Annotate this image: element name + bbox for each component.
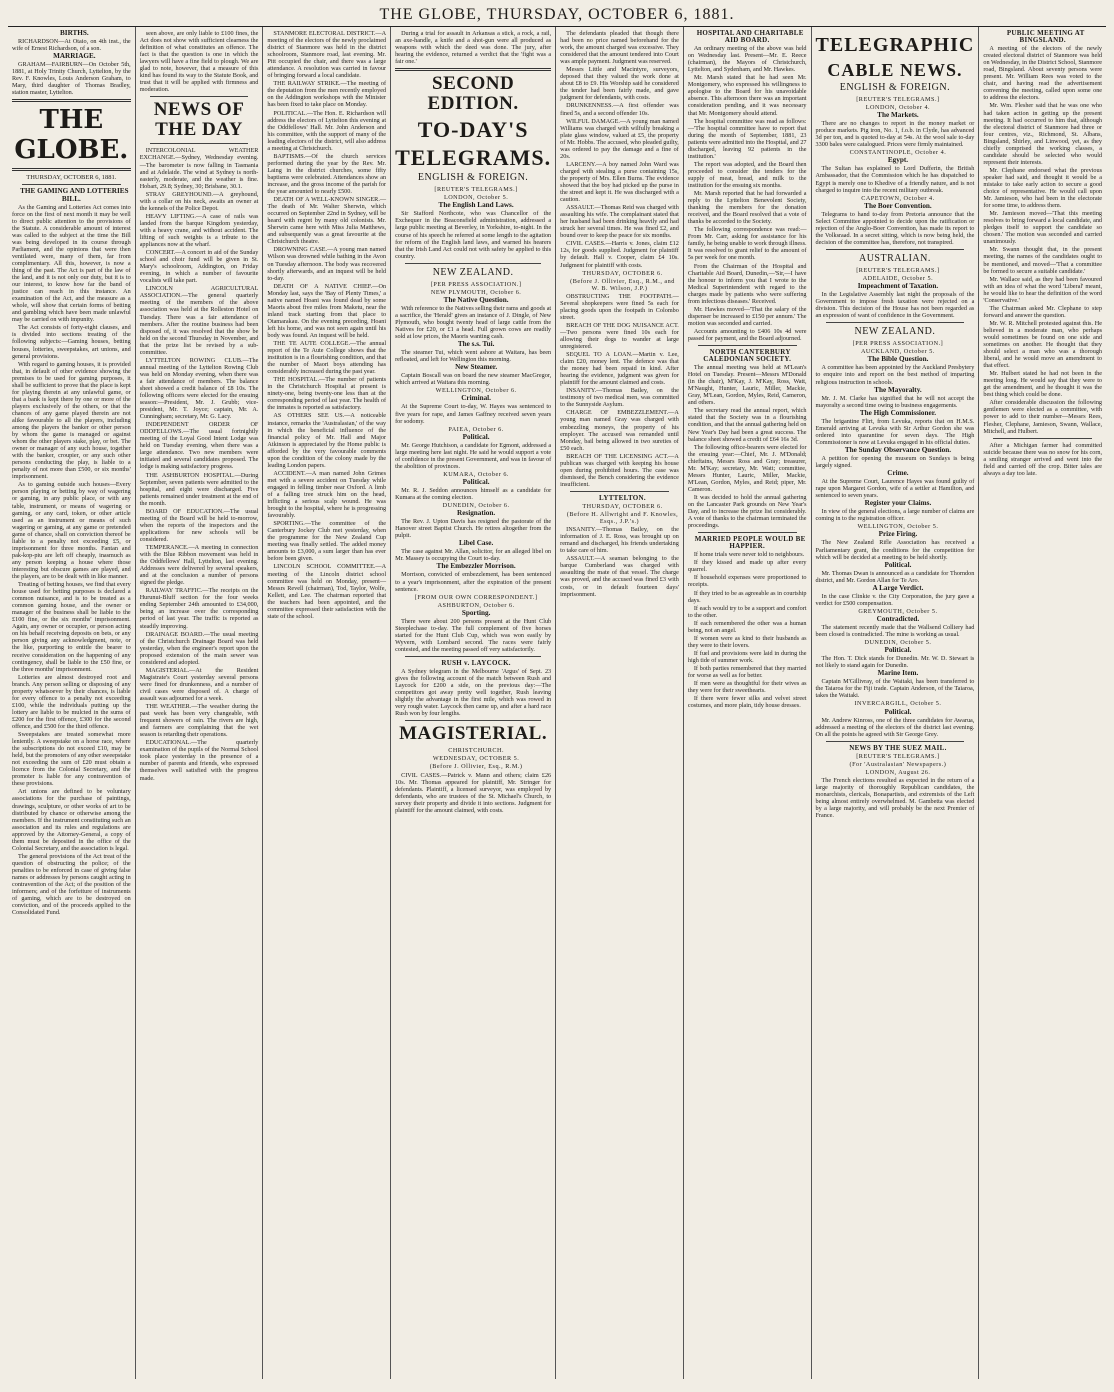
news-item: OBSTRUCTING THE FOOTPATH.—Several shopkeepers were fined 5s each for placing goods upon the footpath in Colombo street.	[560, 292, 679, 321]
new-zealand-heading: NEW ZEALAND.	[432, 266, 514, 278]
news-item: With reference to the Natives selling their rams and goods at a sacrifice, the 'Herald' gives an instance of J. Dingle, of New Plymouth, who bought twenty head of large cattle from the Natives for £20, or £1 a head. Full grown cows are readily sold at low prices, the Maoris wanting cash.	[395, 304, 552, 341]
court-date: THURSDAY, OCTOBER 6.	[582, 503, 663, 510]
news-item: Mr. George Hutchison, a candidate for Egmont, addressed a large meeting here last night. He said he would support a vote of confidence in the present Government, and was in favour of the abolition of provinces.	[395, 441, 552, 470]
list-item: If they kissed and made up after every quarrel.	[687, 559, 807, 574]
section-heading: HOSPITAL AND CHARITABLE AID BOARD.	[696, 29, 804, 45]
dateline: AUCKLAND, October 5.	[860, 348, 935, 356]
item-heading: Libel Case.	[458, 539, 494, 548]
newspaper-page	[8, 4, 1106, 1384]
dateline: WELLINGTON, October 6.	[435, 387, 517, 395]
news-item: MAGISTERIAL.—At the Resident Magistrate's Court yesterday several persons were fined for drunkenness, and a number of civil cases were disposed of. A charge of assault was adjourned for a week.	[139, 666, 259, 702]
item-heading: The Markets.	[877, 111, 919, 120]
item-heading: Crime.	[887, 469, 909, 478]
telegraphic-heading: TELEGRAPHIC	[815, 34, 975, 56]
news-item: LINCOLN SCHOOL COMMITTEE.—A meeting of the Lincoln district school committee was held on Monday, present—Messrs Revell (chairman), Tod, Taylor, Wolfe, Kellett, and Lee. The chairman reported that the teachers had been appointed, and the committee expressed their satisfaction with the state of the school.	[267, 563, 387, 620]
item-heading: Resignation.	[457, 509, 496, 518]
item-heading: A Large Verdict.	[872, 583, 924, 592]
article-paragraph: Sweepstakes are treated somewhat more leniently. A sweepstake on a horse race, where the subscriptions do not exceed £10, may be held, but the promoters of any other sweepstake not exceeding the sum of £20 must obtain a licence from the Colonial Secretary, and the promoter is liable for any contravention of these provisions.	[12, 731, 131, 788]
news-item: INSANITY.—Thomas Bailey, on the information of J. E. Ross, was brought up on remand and discharged, his friends undertaking to take care of him.	[560, 526, 679, 555]
divider	[150, 143, 249, 144]
dateline: LONDON, October 4.	[865, 104, 931, 112]
news-item: EDUCATIONAL.—The quarterly examination of the pupils of the Normal School took place yesterday in the presence of a number of parents and friends, who expressed themselves well satisfied with the progress made.	[139, 739, 259, 782]
item-heading: Political.	[462, 477, 490, 486]
column-1	[8, 27, 136, 1379]
news-item: A committee has been appointed by the Auckland Presbytery to enquire into and report on the best method of imparting religious instruction in schools.	[815, 364, 975, 386]
dateline: CAPETOWN, October 4.	[861, 194, 935, 202]
masthead: THE GLOBE, THURSDAY, OCTOBER 6, 1881.	[8, 4, 1106, 27]
news-item: In view of the general elections, a large number of claims are coming in to the registration officer.	[815, 508, 975, 523]
news-item: During a trial for assault in Arkansas a stick, a rock, a rail, an axe-handle, a knife and a shot-gun were all produced as weapons with which the deed was done. The jury, after hearing the evidence, returned a verdict that the 'fight was a fair one.'	[395, 30, 552, 66]
news-item: TEMPERANCE.—A meeting in connection with the Blue Ribbon movement was held in the Oddfellows' Hall, Lyttelton, last evening. Addresses were delivered by several speakers, and at the conclusion a number of persons signed the pledge.	[139, 544, 259, 587]
news-item: Captain Boscall was on board the new steamer MacGregor, which arrived at Waitara this morning.	[395, 372, 552, 387]
news-item: Captain M'Gillivray, of the Waitaki, has been transferred to the Taiaroa for the Fiji trade. Captain Anderson, of the Taiaroa, takes the Waitaki.	[815, 678, 975, 700]
press-association-line: [PER PRESS ASSOCIATION.]	[852, 340, 944, 348]
item-heading: Egypt.	[887, 156, 909, 165]
dateline: GREYMOUTH, October 5.	[858, 607, 938, 615]
news-item: The brigantine Flirt, from Levuka, reports that on H.M.S. Emerald arriving at Levuka with Sir Arthur Gordon she was ordered into quarantine for seven days. The High Commissioner is now at Levuka engaged in his official duties.	[815, 417, 975, 446]
lead-article-heading: THE GAMING AND LOTTERIES BILL.	[20, 187, 129, 203]
news-item: CONCERT.—A concert in aid of the Sunday school and choir fund will be given in St. Mary's schoolroom, Addington, on Friday evening, in which a number of favourite vocalists will take part.	[139, 249, 259, 285]
news-item: Telegrams to hand to-day from Pretoria announce that the Select Committee appointed to decide upon the ratification or rejection of the Anglo-Boer Convention, has made its report to the Volksraad. In a secret sitting, which is now being held, the decision of the committee has, therefore, not transpired.	[815, 210, 975, 246]
news-item: The French elections resulted as expected in the return of a large majority of thoroughly Republican candidates, the monarchists, clericals, Bonapartists, and extremists of the Left being almost entirely overwhelmed. M. Gambetta was elected by a large majority, and will probably be the next Premier of France.	[815, 776, 975, 820]
reuter-line: [REUTER'S TELEGRAMS.]	[856, 752, 940, 760]
news-item: LARCENY.—A boy named John Ward was charged with stealing a purse containing 15s, the property of Mrs. Ellen Burns. The evidence showed that the boy had picked up the purse in the street and kept it. He was discharged with a caution.	[560, 160, 679, 204]
list-item: If men were as thoughtful for their wives as they were for their sweethearts.	[687, 680, 807, 695]
news-item: HEAVY LIFTING.—A case of rails was landed from the barque Kingdom yesterday, with a heavy crane, and without accident. The lifting of such weights is a tribute to the appliances now at the wharf.	[139, 212, 259, 249]
news-item: Mr. Jamieson moved—'That this meeting resolves to bring forward a local candidate, and pledges itself to support the candidate so chosen.' The motion was seconded and carried unanimously.	[983, 210, 1103, 246]
news-item: CIVIL CASES.—Harris v. Jones, claim £12 12s, for goods supplied. Judgment for plaintiff by default. Hall v. Cooper, claim £4 10s. Judgment for plaintiff with costs.	[560, 240, 679, 269]
item-heading: Political.	[884, 646, 912, 655]
news-item: From the Chairman of the Hospital and Charitable Aid Board, Dunedin,—'Sir,—I have the honour to inform you that I wrote to the Medical Superintendent with regard to the charges made by patients who were suffering from infectious diseases.' Received.	[687, 262, 807, 305]
list-item: If each remembered the other was a human being, not an angel.	[687, 619, 807, 634]
dateline: CONSTANTINOPLE, October 4.	[849, 149, 947, 157]
court-location: LYTTELTON.	[599, 493, 646, 502]
column-5	[556, 27, 684, 1379]
news-item: In the case Clinkie v. the City Corporation, the jury gave a verdict for £500 compensation.	[815, 592, 975, 607]
news-item: After considerable discussion the following gentlemen were elected as a committee, with power to add to their number—Messrs Rees, Flesher, Clephane, Jamieson, Swann, Wallace, Mitchell, and Hulbert.	[983, 399, 1103, 435]
news-item: STRAY GREYHOUND.—A greyhound, with a collar on his neck, awaits an owner at the kennels of the Police Depot.	[139, 190, 259, 212]
news-item: BAPTISMS.—Of the church services performed during the year by the Rev. Mr. Laing in the district churches, some fifty baptisms were celebrated. Attendances show an increase, and the gross income of the parish for the year amounted to nearly £500.	[267, 152, 387, 196]
news-item: Mr. Swann thought that, in the present meeting, the names of the candidates ought to be mentioned, and moved—'That a committee be formed to secure a suitable candidate.'	[983, 246, 1103, 275]
item-heading: The Bible Question.	[867, 355, 929, 364]
news-item: SEQUEL TO A LOAN.—Martin v. Lee, claim £20, money lent. The defence was that the money had been repaid in kind. After hearing the evidence, judgment was given for plaintiff for the amount claimed and costs.	[560, 351, 679, 387]
news-item: Accounts amounting to £406 10s 4d were passed for payment, and the Board adjourned.	[687, 327, 807, 342]
news-item: Morrison, convicted of embezzlement, has been sentenced to a year's imprisonment, after the expiration of the present sentence.	[395, 571, 552, 593]
news-item: ASSAULT.—Thomas Reid was charged with assaulting his wife. The complainant stated that her husband had been drinking heavily and had struck her several times. He was fined £2, and bound over to keep the peace for six months.	[560, 204, 679, 240]
article-paragraph: seen above, are only liable to £100 fines, the Act does not show with sufficient clearness the definition of what constitutes an offence. The fact is that the question is one in which the lawyers will have a fine field to plough. We are glad to note, however, that a measure of this kind has found its way to the Statute Book, and trust that it will be applied with firmness and moderation.	[139, 30, 259, 94]
news-item: A meeting of the electors of the newly created electoral district of Stanmore was held on Wednesday, in the District School, Stanmore road, Bingsland. About seventy persons were present. Mr. William Rees was voted to the chair, and having read the advertisement convening the meeting, called upon some one to address the electors.	[983, 45, 1103, 102]
news-item: The report was adopted, and the Board then proceeded to consider the tenders for the supply of meat, bread, and milk to the institution for the ensuing six months.	[687, 160, 807, 189]
dateline: INVERCARGILL, October 5.	[854, 700, 942, 708]
news-item: INTERCOLONIAL WEATHER EXCHANGE.—Sydney, Wednesday evening.—The barometer is now falling in Tasmania and at Adelaide. The wind at Sydney is north-easterly, moderate, and the weather is fine. Hobart, 29.8; Sydney, 30; Brisbane, 30.1.	[139, 147, 259, 190]
article-paragraph: The Act consists of forty-eight clauses, and is divided into sections treating of the following subjects:—Gaming houses, betting houses, lotteries, sweepstakes, art unions, and general provisions.	[12, 324, 131, 360]
english-foreign-heading: ENGLISH & FOREIGN.	[417, 172, 529, 184]
divider	[22, 184, 121, 185]
court-date: WEDNESDAY, OCTOBER 5.	[432, 755, 520, 763]
news-item: Mr. R. J. Seddon announces himself as a candidate for Kumara at the coming election.	[395, 486, 552, 502]
news-item: An ordinary meeting of the above was held on Wednesday last. Present—Mr. E. Reece (chairman), the Mayors of Christchurch, Lyttelton, and Sydenham, and Mr. Hawkes.	[687, 45, 807, 74]
article-paragraph: As to gaming outside such houses—Every person playing or betting by way of wagering or gaming, in any public place, or with any table, instrument, or means of wagering or gaming, or any card, token, or other article used as an instrument or means of such wagering or gaming, at any game or pretended game of chance, shall on conviction thereof be liable to a penalty not exceeding £5, or imprisonment for three months. Fantan and pak-kop-piu are left off cheaply, inasmuch as any person keeping a house where those interesting but obscure games are played, and the players, are to be dealt with in like manner.	[12, 481, 131, 580]
news-item: THE ASHBURTON HOSPITAL.—During September, seven patients were admitted to the hospital, and eight were discharged. Five patients remained under treatment at the end of the month.	[139, 471, 259, 507]
news-item: THE HOSPITAL.—The number of patients in the Christchurch Hospital at present is ninety-one, being twenty-one less than at the corresponding period of last year. The health of the inmates is reported as satisfactory.	[267, 376, 387, 412]
news-item: In the Legislative Assembly last night the proposals of the Government to impose fresh taxation were rejected on a division. This decision of the House has not been regarded as an expression of want of confidence in the Government.	[815, 291, 975, 320]
list-item: If both parties remembered that they married for worse as well as for better.	[687, 664, 807, 680]
list-item: If household expenses were proportioned to receipts.	[687, 574, 807, 589]
news-item: BREACH OF THE DOG NUISANCE ACT.—Two persons were fined 10s each for allowing their dogs to wander at large unregistered.	[560, 321, 679, 351]
article-paragraph: Art unions are defined to be voluntary associations for the purchase of paintings, drawings, sculpture, or other works of art to be distributed by chance or otherwise among the members. If the instrument constituting such an association and its rules and regulations are approved by the Attorney-General, a copy of them must be deposited in the office of the Colonial Secretary, and the association is legal.	[12, 788, 131, 852]
dateline: KUMARA, October 6.	[443, 470, 509, 478]
court-bench: (Before J. Ollivier, Esq., R.M., and W. B. Wilson, J.P.)	[570, 277, 675, 292]
item-heading: The Sunday Observance Question.	[844, 445, 952, 454]
news-item: Mr. Wm. Flesher said that he was one who had taken action in getting up the present meeting. It had occurred to him that, although the electoral district of Stanmore had three or four centres, viz., Richmond, St. Albans, Bingsland, Shirley, and Linwood, yet, as they chiefly comprised the working classes, a candidate should be selected who would represent their interests.	[983, 102, 1103, 166]
item-heading: Prize Firing.	[878, 530, 918, 539]
list-item: If each would try to be a support and comfort to the other.	[687, 604, 807, 619]
column-4	[391, 27, 556, 1379]
news-item: CHARGE OF EMBEZZLEMENT.—A young man named Gray was charged with embezzling moneys, the property of his employer. The accused was remanded until Monday, bail being allowed in two sureties of £50 each.	[560, 409, 679, 452]
news-item: BREACH OF THE LICENSING ACT.—A publican was charged with keeping his house open during prohibited hours. The case was dismissed, the Bench considering the evidence insufficient.	[560, 452, 679, 488]
news-item: DRUNKENNESS.—A first offender was fined 5s, and a second offender 10s.	[560, 102, 679, 117]
item-heading: The Embezzler Morrison.	[436, 562, 516, 571]
column-2	[136, 27, 264, 1379]
press-association-line: [PER PRESS ASSOCIATION.]	[430, 280, 522, 288]
news-item: The statement recently made that the Wallsend Colliery had been closed is contradicted. The mine is working as usual.	[815, 624, 975, 639]
date-line: THURSDAY, OCTOBER 6, 1881.	[26, 174, 117, 182]
section-heading: MARRIED PEOPLE WOULD BE HAPPIER.	[694, 535, 806, 551]
court-location: CHRISTCHURCH.	[448, 747, 505, 755]
article-paragraph: The general provisions of the Act treat of the question of obstructing the police; of the penalties to be enforced in case of giving false names or addresses by persons caught acting in contravention of the Act; of the position of the informers; and of the forfeiture of instruments of gaming, which are to be destroyed on conviction, and of the proceeds applied to the Consolidated Fund.	[12, 852, 131, 917]
news-item: Mr. Hawkes moved—'That the salary of the dispenser be increased to £150 per annum.' The motion was seconded and carried.	[687, 305, 807, 327]
news-item: INDEPENDENT ORDER OF ODDFELLOWS.—The usual fortnightly meeting of the Loyal Good Intent Lodge was held on Tuesday evening, when there was a large attendance. Two new members were initiated and several candidates proposed. The lodge is making satisfactory progress.	[139, 421, 259, 471]
news-item: LINCOLN AGRICULTURAL ASSOCIATION.—The general quarterly meeting of the members of the above association was held at the Rolleston Hotel on Tuesday. There was a fair attendance of members. After the routine business had been disposed of, it was resolved that the show be held on the second Thursday in November, and that the prize list be revised by a sub-committee.	[139, 285, 259, 356]
telegrams-heading: TELEGRAMS.	[395, 145, 552, 171]
news-item: Mr. Thomas Dwan is announced as a candidate for Thorndon district, and Mr. Gordon Allan for Te Aro.	[815, 569, 975, 584]
item-heading: Sporting.	[461, 608, 491, 617]
correspondent-line: [FROM OUR OWN CORRESPONDENT.]	[414, 593, 538, 601]
divider	[826, 249, 965, 250]
divider	[826, 741, 965, 742]
item-heading: The Mayoralty.	[874, 385, 922, 394]
news-item: The Rev. J. Upton Davis has resigned the pastorate of the Hanover street Baptist Church. He retires altogether from the pulpit.	[395, 518, 552, 540]
court-bench: (Before J. Ollivier, Esq., R.M.)	[429, 763, 523, 771]
news-item: LYTTELTON ROWING CLUB.—The annual meeting of the Lyttelton Rowing Club was held on Monday evening, when there was a fair attendance of members. The balance sheet showed a credit balance of £8 10s. The following officers were elected for the ensuing season:—President, Mr. J. Grubb; vice-president, Mr. T. Joyce; captain, Mr. A. Cunningham; secretary, Mr. G. Lacy.	[139, 356, 259, 421]
news-item: SPORTING.—The committee of the Canterbury Jockey Club met yesterday, when the programme for the New Zealand Cup meeting was finally settled. The added money amounts to £3,000, a sum larger than has ever before been given.	[267, 520, 387, 563]
news-item: Mr. Andrew Kinross, one of the three candidates for Awarua, addressed a meeting of the electors of the district last evening. On all the points he agreed with Sir George Grey.	[815, 716, 975, 738]
item-heading: Impeachment of Taxation.	[857, 282, 939, 291]
news-item: The Hon. T. Dick stands for Dunedin. Mr. W. D. Stewart is not likely to stand again for Dunedin.	[815, 655, 975, 670]
dateline: WELLINGTON, October 5.	[857, 523, 939, 531]
news-item: A petition for opening the museum on Sundays is being largely signed.	[815, 454, 975, 470]
item-heading: Political.	[462, 432, 490, 441]
news-item: STANMORE ELECTORAL DISTRICT.—A meeting of the electors of the newly proclaimed district of Stanmore was held in the district schoolroom, Stanmore road, last evening. Mr. Pitt occupied the chair, and there was a large attendance. A resolution was carried in favour of bringing forward a local candidate.	[267, 30, 387, 80]
article-paragraph: As the Gaming and Lotteries Act comes into force on the first of next month it may be well to direct public attention to the provisions of the Statute. A considerable amount of interest was called to the subject at the time the Bill was being developed in its course through Parliament, and the opinions that were then ventilated were, many of them, far from complimentary. All this, however, is now a thing of the past. The Act is part of the law of the land, and it is not only our duty, but it is to our interest, to know how far the band of justice can reach in this instance. An examination of the Act, and the measure as a whole, will show that certain forms of betting and gambling which have been made unlawful may be carried on with impunity.	[12, 203, 131, 324]
divider	[395, 68, 551, 71]
list-item: If women were as kind to their husbands as they were to their lovers.	[687, 634, 807, 649]
reuter-line: [REUTER'S TELEGRAMS.]	[856, 266, 940, 274]
column-8	[979, 27, 1106, 1379]
divider	[570, 491, 669, 492]
divider	[12, 168, 131, 171]
column-6	[684, 27, 812, 1379]
news-item: DEATH OF A NATIVE CHIEF.—On Monday last, says the 'Bay of Plenty Times,' a native named Hoani was found dead by some Maoris about five miles from Maketu, near the inland track starting from that place to Otamarakau. On the evening preceding, Hoani left his home, and was not seen again until his body was found. An inquest will be held.	[267, 282, 387, 339]
dateline: ASHBURTON, October 6.	[437, 601, 515, 609]
australian-heading: AUSTRALIAN.	[858, 252, 931, 264]
news-item: Messrs Little and Macintyre, surveyors, deposed that they valued the work done at about £8 to £9. His Worship said he considered the tender had been fairly made, and gave judgment for defendants, with costs.	[560, 66, 679, 102]
news-item: DRAINAGE BOARD.—The usual meeting of the Christchurch Drainage Board was held yesterday, when the engineer's report upon the proposed extension of the main sewer was considered and adopted.	[139, 630, 259, 666]
divider	[826, 322, 965, 323]
news-item: RAILWAY TRAFFIC.—The receipts on the Hurunui-Bluff section for the four weeks ending September 24th amounted to £34,000, being an increase over the corresponding period of last year. The traffic is reported as steadily improving.	[139, 587, 259, 630]
news-item: Mr. Wallace said, as they had been favoured with an idea of what the word 'Liberal' meant, he would like to hear the definition of the word 'Conservative.'	[983, 275, 1103, 304]
section-heading: RUSH v. LAYCOCK.	[441, 659, 511, 667]
news-item: DROWNING CASE.—A young man named Wilson was drowned while bathing in the Avon on Tuesday afternoon. The body was recovered shortly afterwards, and an inquest will be held to-day.	[267, 246, 387, 282]
news-item: CIVIL CASES.—Patrick v. Mann and others; claim £26 10s. Mr. Thomas appeared for plaintiff, Mr. Stringer for defendants. Plaintiff, a licensed surveyor, was employed by defendants, who are trustees of the St. Michael's Church, to survey their property and divide it into sections. Judgment for plaintiff for the amount claimed, with costs.	[395, 771, 552, 814]
news-item: At the Supreme Court to-day, W. Hayes was sentenced to five years for rape, and James Gaffney received seven years for sodomy.	[395, 403, 552, 425]
news-item: Mr. Marsh stated that he had seen Mr. Montgomery, who expressed his willingness to apologise to the Board for his unavoidable absence. This afternoon there was an important consideration pending, and it was necessary that Mr. Montgomery should attend.	[687, 74, 807, 117]
dateline: ADELAIDE, October 5.	[862, 274, 934, 282]
marriage-text: GRAHAM—FAIRBURN—On October 5th, 1881, at Holy Trinity Church, Lyttelton, by the Rev. F. Knowles, Louis Anderson Graham, to Mary, third daughter of Thomas Bradley, station master, Lyttelton.	[12, 61, 131, 97]
list-item: If there were fewer silks and velvet street costumes, and more plain, tidy house dresses.	[687, 695, 807, 710]
divider	[405, 656, 541, 657]
news-item: The following correspondence was read:—From Mr. Carr, asking for assistance for his family, he being unable to work through illness. It was resolved to grant relief to the amount of 5s per week for one month.	[687, 226, 807, 262]
dateline: LONDON, October 5.	[443, 194, 509, 202]
news-item: The annual meeting was held at M'Lean's Hotel on Tuesday. Present—Messrs M'Donald (in the chair), M'Kay, J. M'Kay, Ross, Watt, M'Naught, Hunter, Lauric, Miller, Mackie, Gray, M'Lean, Gordon, Myles, Reid, Cameron, and others.	[687, 364, 807, 407]
section-heading: PUBLIC MEETING AT BINGSLAND.	[1006, 29, 1085, 45]
news-item: ASSAULT.—A seaman belonging to the barque Cumberland was charged with assaulting the mate of that vessel. The charge was proved, and the accused was fined £3 with costs, or in default fourteen days' imprisonment.	[560, 555, 679, 598]
item-heading: Register your Claims.	[864, 499, 932, 508]
dateline: PAIEA, October 6.	[448, 425, 504, 433]
news-item: Mr. Hulbert stated he had not been in the meeting long. He would say that they were to get the amendment, and he thought it was the best thing which could be done.	[983, 370, 1103, 399]
dateline: DUNEDIN, October 6.	[442, 502, 510, 510]
columns	[8, 27, 1106, 1379]
births-text: RICHARDSON—At Otaio, on 4th inst., the wife of Ernest Richardson, of a son.	[12, 38, 131, 53]
news-item: POLITICAL.—The Hon. E. Richardson will address the electors of Lyttelton this evening at the Oddfellows' Hall. Mr. John Anderson and his committee, with the support of many of the leading electors of the district, will also address a meeting at Christchurch.	[267, 109, 387, 152]
court-date: THURSDAY, OCTOBER 6.	[582, 269, 663, 277]
divider	[405, 720, 541, 721]
item-heading: The Native Question.	[443, 295, 509, 304]
news-item: ACCIDENT.—A man named John Grimes met with a severe accident on Tuesday while engaged in felling timber near Oxford. A limb of a falling tree struck him on the head, inflicting a serious scalp wound. He was brought to the hospital, where he is progressing favourably.	[267, 469, 387, 520]
divider	[12, 99, 131, 102]
english-foreign-heading: ENGLISH & FOREIGN.	[839, 82, 951, 93]
news-item: At the Supreme Court, Laurence Hayes was found guilty of rape upon Margaret Gordon, wife of a settler at Hamilton, and sentenced to seven years.	[815, 478, 975, 500]
news-item: WILFUL DAMAGE.—A young man named Williams was charged with wilfully breaking a plate glass window, valued at £5, the property of Mr. Hobbs. The accused, who pleaded guilty, was ordered to pay the damage and a fine of 20s.	[560, 117, 679, 160]
new-zealand-heading: NEW ZEALAND.	[854, 326, 936, 338]
column-3	[263, 27, 391, 1379]
item-heading: Political.	[884, 707, 912, 716]
news-item: Mr. W. R. Mitchell protested against this. He believed in a moderate man, who perhaps would sometimes be found on one side and sometimes on another. He thought that they should select a man who was a thorough liberal, and he would move an amendment to that effect.	[983, 319, 1103, 370]
item-heading: The English Land Laws.	[438, 201, 514, 210]
reuter-line: [REUTER'S TELEGRAMS.]	[856, 96, 940, 103]
article-paragraph: With regard to gaming houses, it is provided that, in default of other evidence showing the premises to be used for gaming purposes, it shall be sufficient to prove that the place is kept for playing therein at any unlawful game, or that a bank is kept there by one or more of the players exclusively of the others, or that the chances of any game played therein are not alike favourable to all the players, including among the players the banker or other person by whom the game is managed or against whom the other players stake, play, or bet. The owner or manager of any such house, together with the banker, croupier, or any such other persons conducting the play, is liable to a penalty of not more than £500, or six months' imprisonment.	[12, 360, 131, 481]
dateline: DUNEDIN, October 5.	[864, 639, 932, 647]
news-item: Mr. Clephane endorsed what the previous speaker had said, and thought it would be a mistake to take early action to secure a good choice of representative. He would call upon Mr. Jamieson, who had been in the electorate for some time, to address them.	[983, 166, 1103, 210]
section-heading: NORTH CANTERBURY CALEDONIAN SOCIETY.	[703, 348, 792, 364]
second-edition-heading: SECOND EDITION.	[427, 73, 519, 115]
news-item: THE TE AUTE COLLEGE.—The annual report of the Te Aute College shows that the institution is in a flourishing condition, and that the number of Maori boys attending has considerably increased during the past year.	[267, 340, 387, 376]
news-item: THE RAILWAY STRIKE.—The meeting of the deputation from the men recently employed on the Addington workshops with the Minister has been fixed to take place on Monday.	[267, 80, 387, 109]
news-item: DEATH OF A WELL-KNOWN SINGER.—The death of Mr. Walter Sherwin, which occurred on September 22nd in Sydney, will be heard with regret by many old colonists. Mr. Sherwin came here with Miss Julia Matthews, and subsequently was a great favourite at the Christchurch theatre.	[267, 196, 387, 246]
article-paragraph: Lotteries are almost destroyed root and branch. Any person selling or disposing of any property whatsoever by their chances, is liable for every offence to a penalty not exceeding £100, while the individuals putting up the lottery are liable to be mulcted in the sums of £200 for the first offence, £300 for the second offence, and £500 for the third offence.	[12, 673, 131, 730]
news-item: After a Michigan farmer had committed suicide because there was no snow for his corn, a smiling stranger arrived and went into the field and carried off the crop. Bitter tales are always a day too late.	[983, 441, 1103, 477]
news-item: It was decided to hold the annual gathering on the Lancaster Park grounds on New Year's Day, and to increase the prize list considerably. A vote of thanks to the chairman terminated the proceedings.	[687, 493, 807, 530]
news-item: Mr. Marsh reported that he had forwarded a reply to the Lyttelton Benevolent Society, thanking the members for the donation received, and the Board resolved that a vote of thanks be accorded to the Society.	[687, 190, 807, 226]
item-heading: Contradicted.	[876, 614, 920, 623]
court-bench: (Before H. Allwright and F. Knowles, Esqs., J.P.'s.)	[566, 511, 679, 526]
item-heading: Political.	[884, 560, 912, 569]
item-heading: The High Commissioner.	[859, 408, 937, 417]
news-item: The defendants pleaded that though there had been no price named beforehand for the work, the amount charged was excessive. They considered that the amount tendered into Court was ample payment. Judgment was reserved.	[560, 30, 679, 66]
divider	[698, 345, 797, 346]
news-of-the-day-heading: NEWS OF THE DAY	[153, 99, 245, 141]
todays-heading: TO-DAY'S	[417, 117, 529, 143]
news-item: INSANITY.—Thomas Bailey, on the testimony of two medical men, was committed to the Sunnyside Asylum.	[560, 387, 679, 409]
column-7	[812, 27, 980, 1379]
divider	[993, 438, 1092, 439]
item-heading: The Boer Convention.	[864, 201, 932, 210]
news-item: There were about 200 persons present at the Hunt Club Steeplechase to-day. The full complement of five horses started for the Hunt Club Cup, which was won easily by Wyvern, with Lombard second. The races were fairly contested, and the meeting passed off very satisfactorily.	[395, 617, 552, 653]
news-item: The Sultan has explained to Lord Dufferin, the British Ambassador, that the Commission which he has dispatched to Egypt is merely one to Khedive of a friendly nature, and is not charged to inquire into the recent military outbreak.	[815, 165, 975, 194]
divider	[698, 532, 797, 533]
news-item: The secretary read the annual report, which stated that the Society was in a flourishing condition, and that the annual gathering held on New Year's Day had been a great success. The balance sheet showed a credit of £64 16s 3d.	[687, 407, 807, 443]
reuter-line: [REUTER'S TELEGRAMS.]	[434, 186, 518, 194]
news-item: THE WEATHER.—The weather during the past week has been very changeable, with frequent showers of rain. The rivers are high, and farmers are complaining that the wet season is retarding their operations.	[139, 703, 259, 739]
news-item: BOARD OF EDUCATION.—The usual meeting of the Board will be held to-morrow, when the reports of the inspectors and the applications for new schools will be considered.	[139, 507, 259, 543]
news-item: Mr. J. M. Clarke has signified that he will not accept the mayoralty a second time owing to business engagements.	[815, 394, 975, 409]
news-item: The Chairman asked Mr. Clephane to step forward and answer the question.	[983, 304, 1103, 319]
news-item: The steamer Tui, which went ashore at Waitara, has been refloated, and left for Wellington this morning.	[395, 349, 552, 364]
item-heading: Criminal.	[461, 394, 491, 403]
divider	[150, 96, 249, 97]
news-item: The case against Mr. Allan, solicitor, for an alleged libel on Mr. Massey is occupying the Court to-day.	[395, 548, 552, 563]
news-item: The following office-bearers were elected for the ensuing year:—Chief, Mr. J. M'Donald; chieftains, Messrs Ross and Gray; treasurer, Mr. M'Kay; secretary, Mr. Watt; committee, Messrs Hunter, Lauric, Miller, Mackie, M'Lean, Gordon, Myles, and Reid; piper, Mr. Cameron.	[687, 443, 807, 493]
item-heading: The s.s. Tui.	[457, 340, 495, 349]
paper-title: THE GLOBE.	[14, 105, 129, 166]
divider	[405, 263, 541, 264]
press-line: (For 'Australasian' Newspapers.)	[849, 760, 947, 768]
news-item: A Sydney telegram in the Melbourne 'Argus' of Sept. 23 gives the following account of the match between Rush and Laycock for £200 a side, on the previous day:—The competitors got away pretty well together, Rush leaving slightly the advantage in the first mile, which was rowed in very rough water. Laycock then came up, and after a hard race Rush won by four lengths.	[395, 668, 552, 718]
news-item: The New Zealand Rifle Association has received a Parliamentary grant, the conditions for the competition for which will be decided at a meeting to be held shortly.	[815, 539, 975, 561]
cable-news-heading: CABLE NEWS.	[827, 60, 963, 80]
news-item: AS OTHERS SEE US.—A noticeable instance, remarks the 'Australasian,' of the way in which the beneficial influence of the financial policy of Mr. Hall and Major Atkinson is appreciated by the Home public is afforded by the very favourable comments upon the condition of the colony made by the leading London papers.	[267, 412, 387, 469]
list-item: If they tried to be as agreeable as in courtship days.	[687, 589, 807, 604]
news-item: There are no changes to report in the money market or produce markets. Pig iron, No. 1, f.o.b. in Clyde, has advanced 3d per ton, and is quoted to-day at 54s. At the wool sale to-day 3300 bales were catalogued. Prices were firmly maintained.	[815, 120, 975, 149]
births-heading: BIRTHS.	[59, 29, 89, 37]
article-paragraph: Treating of betting houses, we find that every house used for betting purposes is declared a common nuisance, and is to be treated as a common gaming house, and the owner or manager of the business shall be liable to the £100 fine, or the six months' imprisonment. Again, any owner or occupier, or person acting on his behalf receiving deposits on bets, or any person giving any acknowledgment, note, or the like, purporting to entitle the bearer to receive consideration on the happening of any contingency, shall be liable to the £50 fine, or the three months' imprisonment.	[12, 581, 131, 673]
dateline: NEW PLYMOUTH, October 6.	[430, 288, 522, 296]
magisterial-heading: MAGISTERIAL.	[399, 723, 548, 745]
list-item: If fuel and provisions were laid in during the high tide of summer work.	[687, 649, 807, 664]
news-item: Sir Stafford Northcote, who was Chancellor of the Exchequer in the Beaconsfield administration, addressed a large public meeting at Beverley, in Yorkshire, to-night. In the course of his speech he referred at some length to the agitation for reform of the English land laws, and warned his hearers that the Irish Land Act could not with safety be applied to this country.	[395, 210, 552, 260]
dateline: LONDON, August 26.	[865, 768, 931, 776]
news-item: The hospital committee was read as follows:—'The hospital committee have to report that during the month of September, 1881, 23 patients were admitted into the Hospital, and 27 discharged, leaving 92 patients in the institution.'	[687, 117, 807, 160]
marriage-heading: MARRIAGE.	[53, 52, 96, 61]
list-item: If home trials were never told to neighbours.	[693, 551, 805, 559]
item-heading: New Steamer.	[455, 363, 498, 372]
section-heading: NEWS BY THE SUEZ MAIL.	[849, 743, 947, 752]
item-heading: Marine Item.	[877, 669, 919, 678]
